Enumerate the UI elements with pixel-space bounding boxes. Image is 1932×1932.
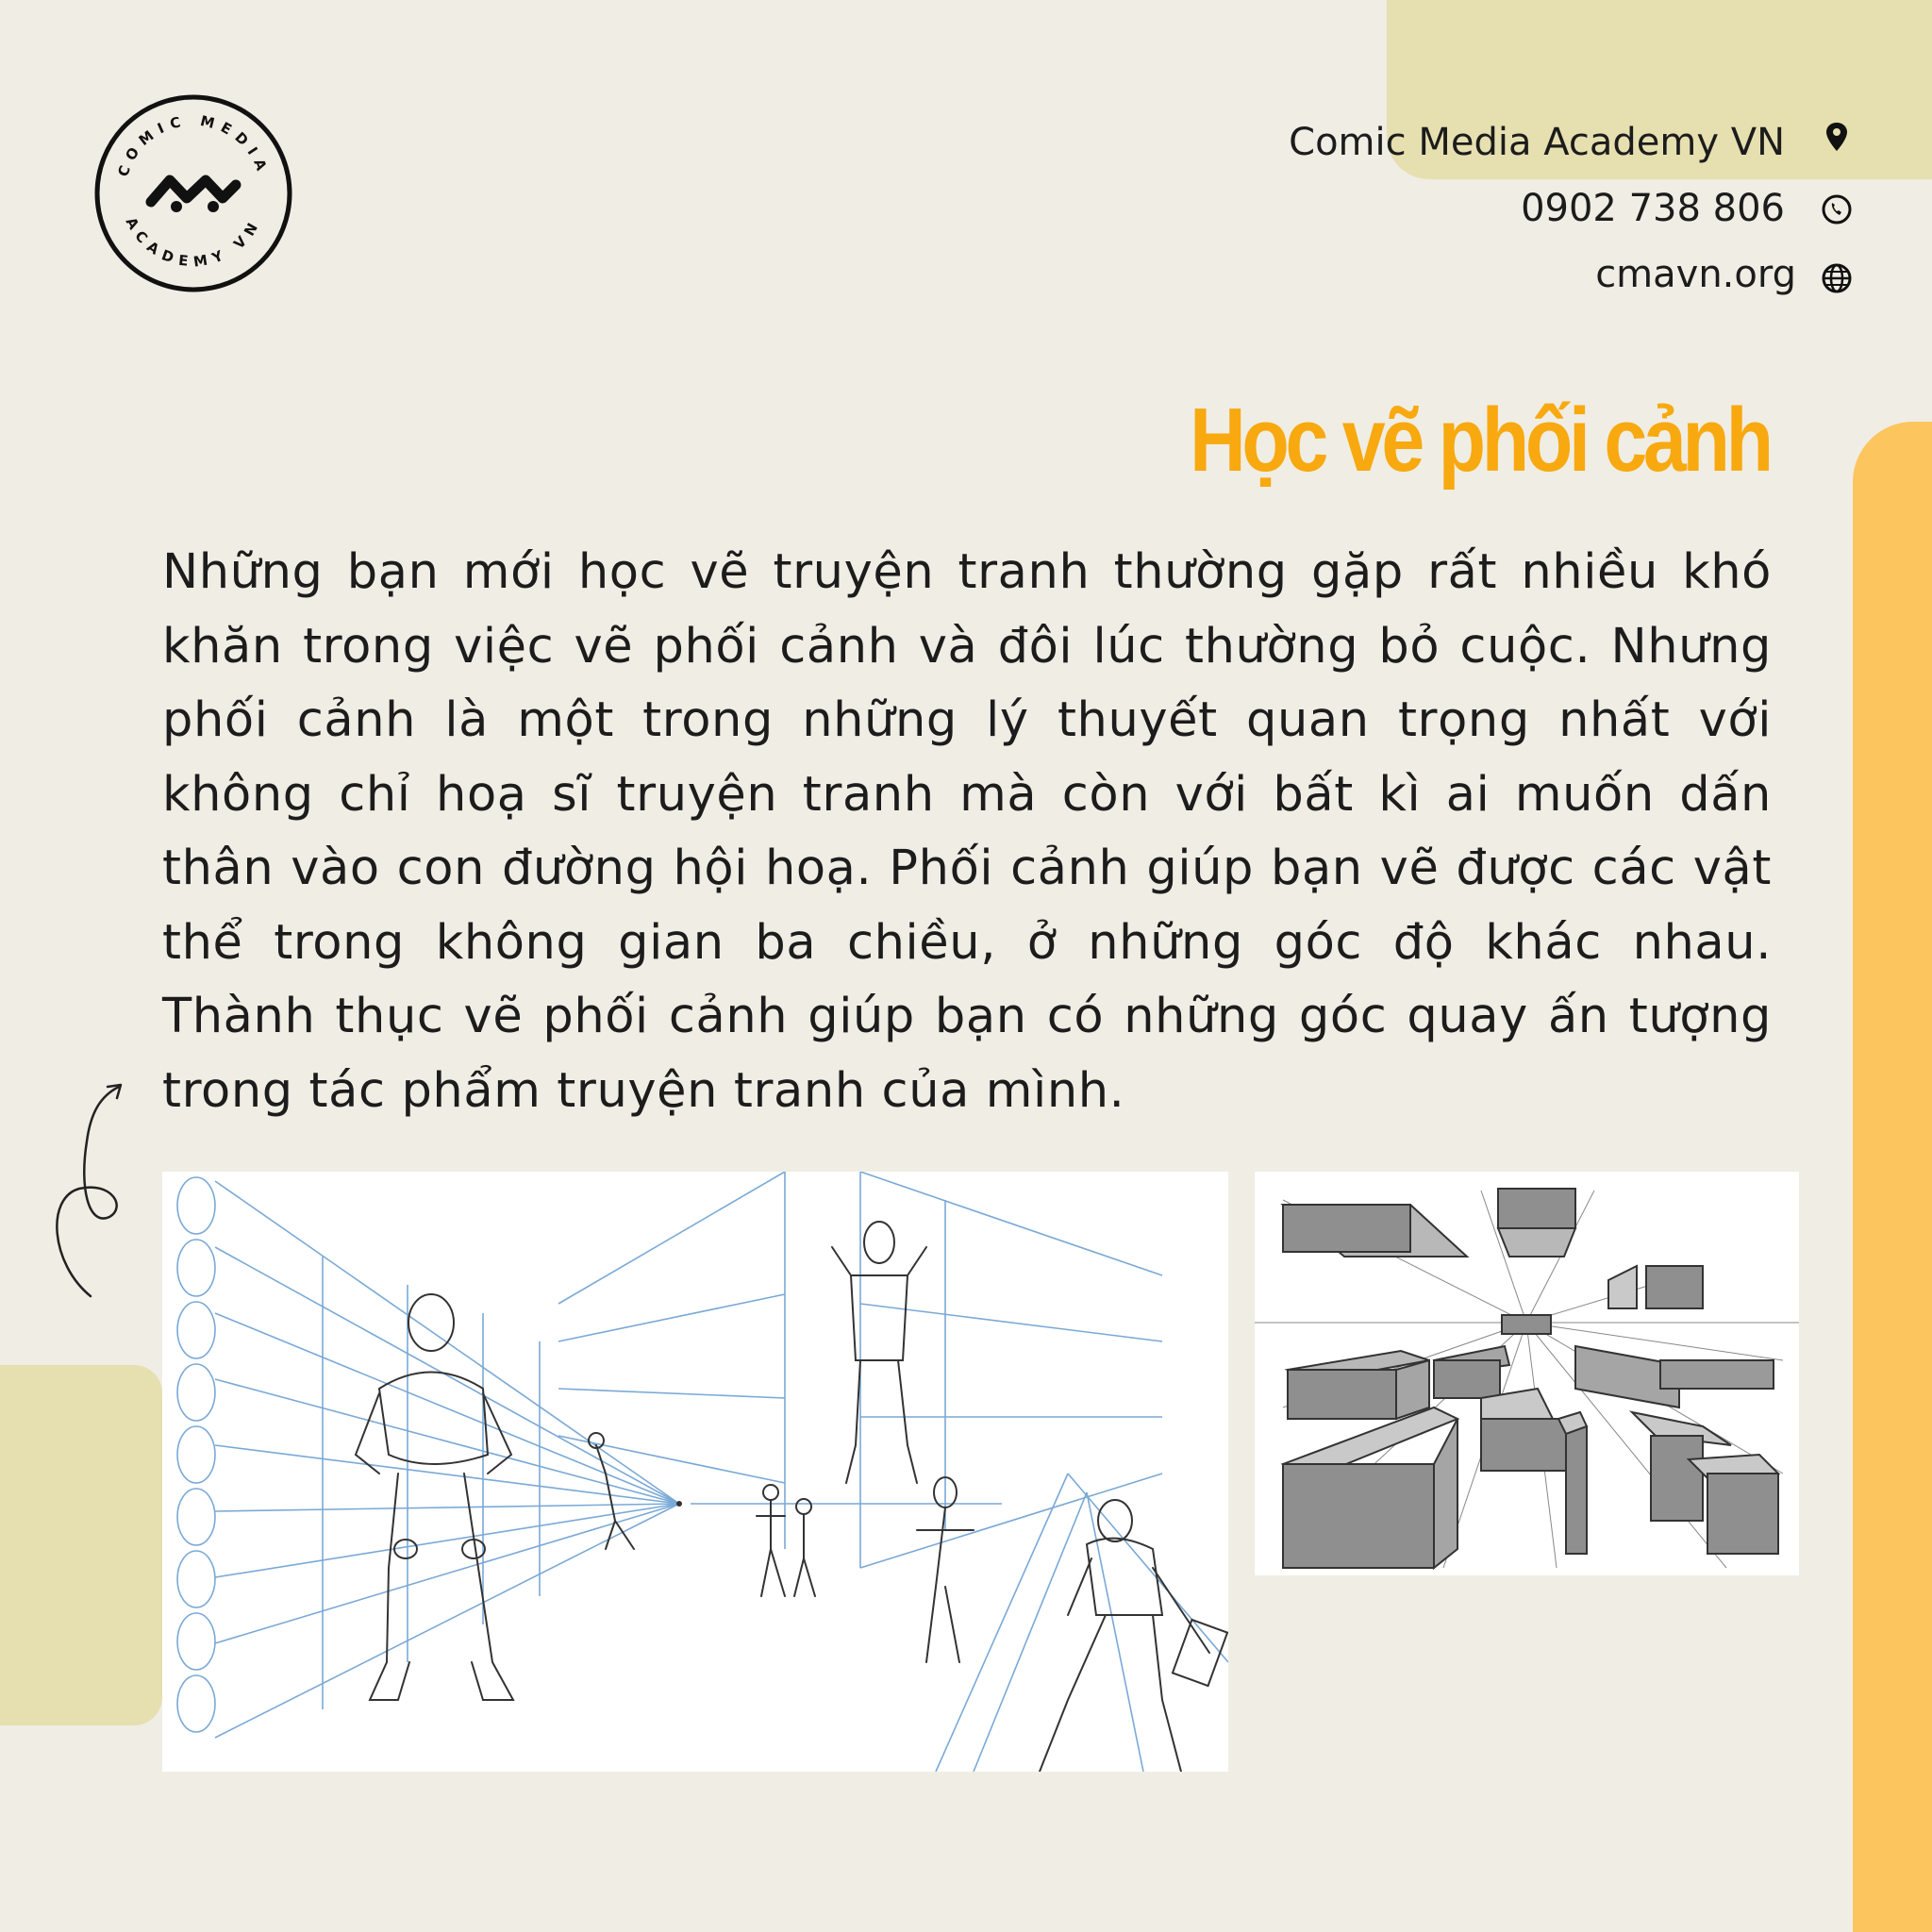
decor-right-bar: [1853, 422, 1932, 1932]
contact-website[interactable]: cmavn.org: [1595, 253, 1796, 296]
body-paragraph: Những bạn mới học vẽ truyện tranh thường gặp rất nhiều khó khăn trong việc vẽ phối cảnh và đôi lúc thường bỏ cuộc. Nhưng phối cảnh là một trong những lý thuyết quan trọng nhất với không chỉ hoạ sĩ truyện tranh mà còn với bất kì ai muốn dấn thân vào con đường hội hoạ. Phối cảnh giúp bạn vẽ được các vật thể trong không gian ba chiều, ở những góc độ khác nhau. Thành thục vẽ phối cảnh giúp bạn có những góc quay ấn tượng trong tác phẩm truyện tranh của mình.: [162, 544, 1772, 1119]
location-pin-icon: [1821, 121, 1853, 153]
curly-arrow-icon: [42, 1075, 145, 1302]
logo-top-text: COMIC MEDIA: [114, 111, 273, 179]
logo-bottom-text: ACADEMY VN: [122, 214, 265, 271]
page-title: Học vẽ phối cảnh: [1190, 390, 1770, 491]
perspective-figure-sketch: [162, 1172, 1228, 1772]
perspective-boxes-sketch: [1255, 1172, 1799, 1575]
decor-left-block: [0, 1365, 162, 1725]
phone-icon: [1821, 193, 1853, 225]
logo: [92, 92, 294, 294]
contact-name: Comic Media Academy VN: [1289, 121, 1785, 164]
contact-phone[interactable]: 0902 738 806: [1521, 187, 1785, 230]
globe-icon: [1821, 262, 1853, 294]
